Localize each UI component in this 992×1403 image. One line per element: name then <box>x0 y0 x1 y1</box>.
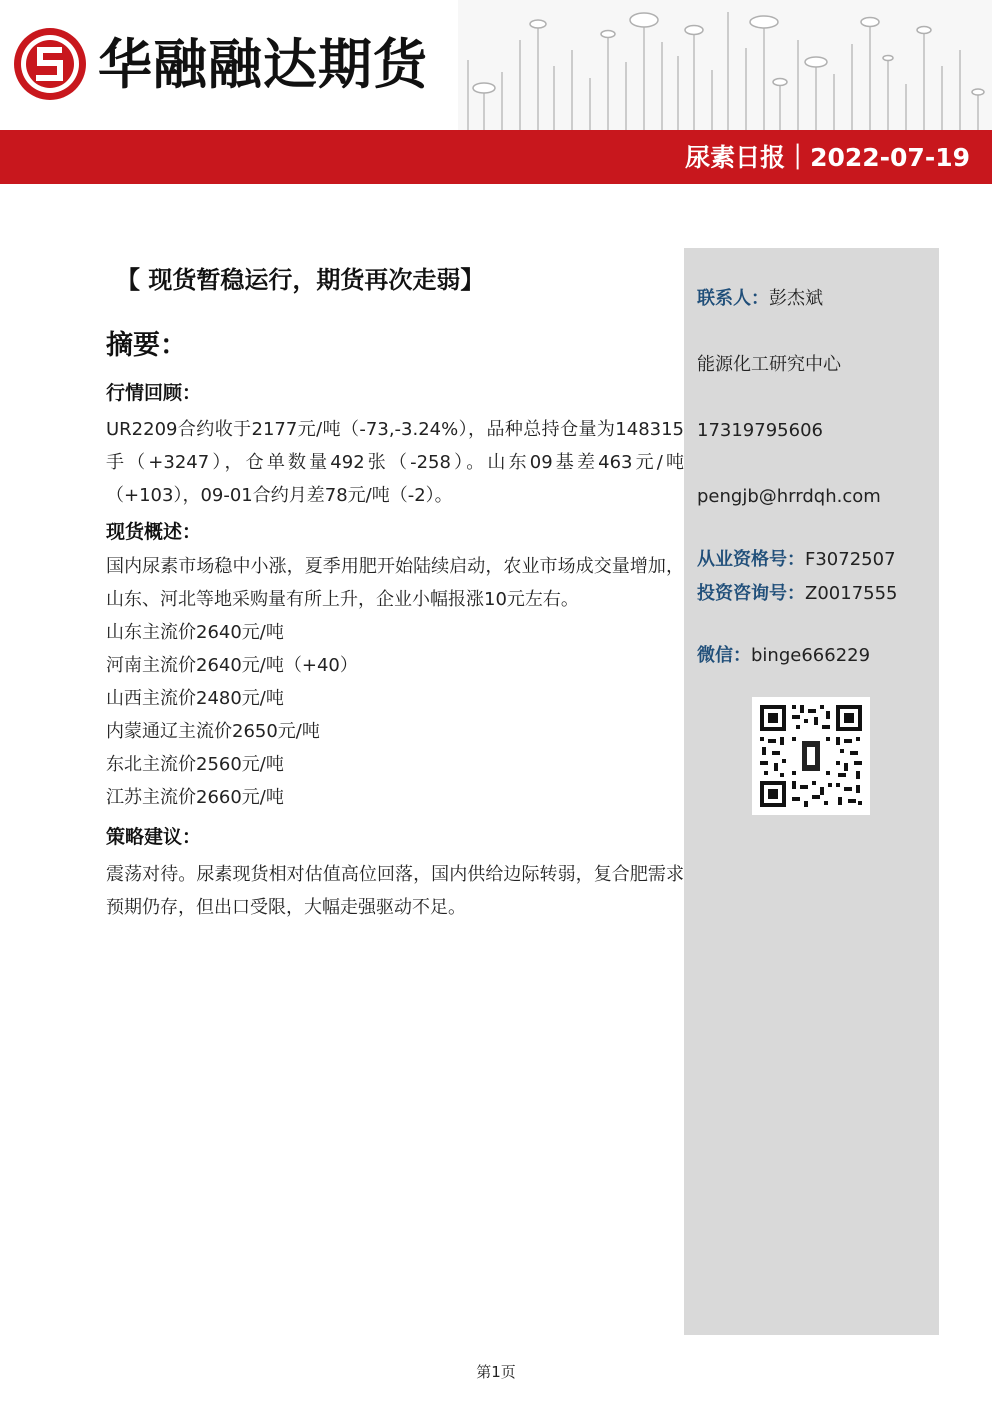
consult-label: 投资咨询号： <box>697 583 805 604</box>
contact-name: 彭杰斌 <box>769 288 823 309</box>
price-line-dongbei: 东北主流价2560元/吨 <box>106 754 284 775</box>
spot-overview-paragraph: 国内尿素市场稳中小涨，夏季用肥开始陆续启动，农业市场成交量增加，山东、河北等地采购量有所上升，企业小幅报涨10元左右。 <box>106 556 684 610</box>
contact-label: 联系人： <box>697 288 769 309</box>
article-title: 【 现货暂稳运行，期货再次走弱】 <box>116 266 485 294</box>
report-title: 尿素日报｜2022-07-19 <box>685 143 970 172</box>
contact-row <box>697 284 823 314</box>
price-line-neimeng: 内蒙通辽主流价2650元/吨 <box>106 721 320 742</box>
market-review-paragraph: UR2209合约收于2177元/吨（-73,-3.24%），品种总持仓量为148315手（+3247），仓单数量492张（-258）。山东09基差463元/吨（+103），09-01合约月差78元/吨（-2）。 <box>106 419 685 506</box>
wechat-qr-code-icon <box>752 697 870 815</box>
wechat-row <box>697 641 870 671</box>
qualification-number: F3072507 <box>805 549 896 570</box>
email-address[interactable]: pengjb@hrrdqh.com <box>697 486 881 507</box>
company-logo-icon <box>12 26 88 102</box>
department: 能源化工研究中心 <box>697 354 841 375</box>
qualification-label: 从业资格号： <box>697 549 805 570</box>
consult-row <box>697 579 898 609</box>
wechat-label: 微信： <box>697 645 751 666</box>
price-line-henan: 河南主流价2640元/吨（+40） <box>106 655 358 676</box>
phone-number: 17319795606 <box>697 420 823 441</box>
page-number: 第1页 <box>476 1363 516 1381</box>
price-line-shandong: 山东主流价2640元/吨 <box>106 622 284 643</box>
company-name: 华融融达期货 <box>98 33 428 96</box>
abstract-heading: 摘要： <box>106 330 187 361</box>
decorative-pattern <box>458 0 992 130</box>
section-heading-market-review: 行情回顾： <box>106 382 202 404</box>
price-line-shanxi: 山西主流价2480元/吨 <box>106 688 284 709</box>
section-heading-spot-overview: 现货概述： <box>106 521 202 543</box>
qualification-row <box>697 545 896 575</box>
consult-number: Z0017555 <box>805 583 898 604</box>
section-heading-strategy: 策略建议： <box>106 826 202 848</box>
price-line-jiangsu: 江苏主流价2660元/吨 <box>106 787 284 808</box>
strategy-paragraph: 震荡对待。尿素现货相对估值高位回落，国内供给边际转弱，复合肥需求预期仍存，但出口受限，大幅走强驱动不足。 <box>106 864 684 918</box>
wechat-id: binge666229 <box>751 645 871 666</box>
